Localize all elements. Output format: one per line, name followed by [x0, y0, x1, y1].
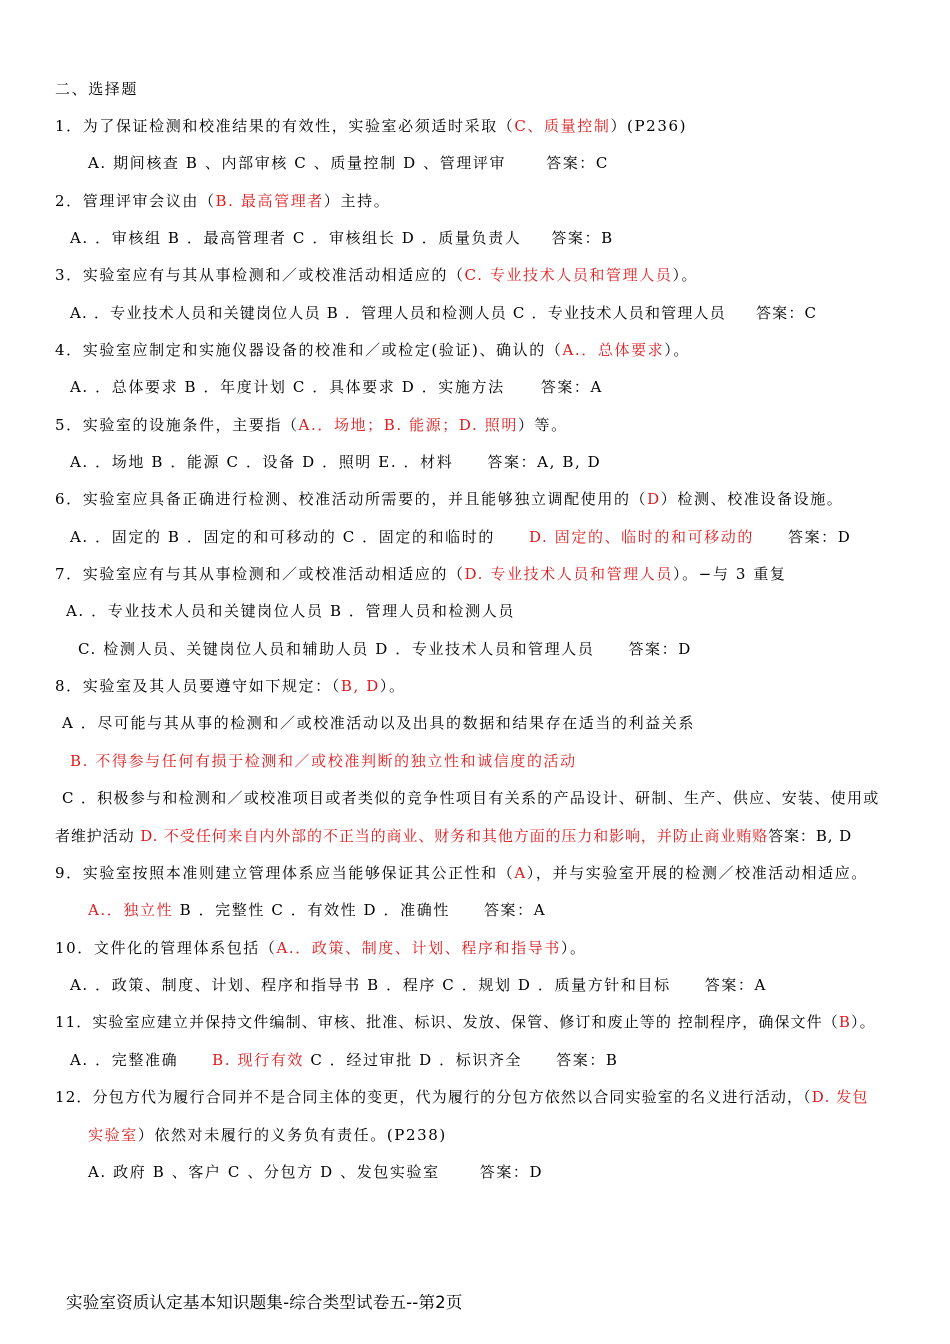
question-8-answer: 答案：B, D: [768, 827, 853, 845]
question-7-options-line1: A. ．专业技术人员和关键岗位人员 B ．管理人员和检测人员: [66, 602, 515, 620]
question-9-answer-highlight: A: [514, 864, 527, 882]
question-3: 3．实验室应有与其从事检测和／或校准活动相适应的（C. 专业技术人员和管理人员）。: [55, 266, 699, 284]
question-8-option-d: D. 不受任何来自内外部的不正当的商业、财务和其他方面的压力和影响，并防止商业贿赂: [140, 827, 769, 845]
question-3-options: A. ．专业技术人员和关键岗位人员 B ．管理人员和检测人员 C ．专业技术人员和管理人员 答案：C: [70, 304, 818, 322]
question-11-option-b: B. 现行有效: [212, 1051, 304, 1069]
question-11-answer: 答案：B: [556, 1051, 619, 1069]
question-10-answer: 答案：A: [704, 976, 767, 994]
question-5-answer-highlight: A.．场地；B. 能源；D. 照明: [298, 416, 518, 434]
question-12-answer-highlight: D. 发包: [811, 1088, 869, 1106]
question-12-answer: 答案：D: [479, 1163, 544, 1181]
question-1-answer: 答案：C: [546, 154, 609, 172]
question-6: 6．实验室应具备正确进行检测、校准活动所需要的，并且能够独立调配使用的（D）检测、校准设备设施。: [55, 490, 844, 508]
question-8: 8．实验室及其人员要遵守如下规定：（B, D）。: [55, 677, 406, 695]
question-9-option-a: A.．独立性: [88, 901, 174, 919]
question-9-options: A.．独立性 B ．完整性 C ．有效性 D ．准确性 答案：A: [88, 901, 547, 919]
question-1: 1．为了保证检测和校准结果的有效性，实验室必须适时采取（C、质量控制）(P236): [55, 117, 688, 135]
question-12-answer-highlight-cont: 实验室: [88, 1126, 138, 1144]
question-4-options: A. ．总体要求 B ．年度计划 C ．具体要求 D ．实施方法 答案：A: [70, 378, 603, 396]
question-5-answer: 答案：A, B, D: [487, 453, 602, 471]
question-12-options: A. 政府 B 、客户 C 、分包方 D 、发包实验室 答案：D: [88, 1163, 544, 1181]
question-8-option-a: A ．尽可能与其从事的检测和／或校准活动以及出具的数据和结果存在适当的利益关系: [62, 714, 696, 732]
question-12: 12．分包方代为履行合同并不是合同主体的变更，代为履行的分包方依然以合同实验室的名义进行活动，（D. 发包: [55, 1088, 869, 1106]
question-9: 9．实验室按照本准则建立管理体系应当能够保证其公正性和（A），并与实验室开展的检测／校准活动相适应。: [55, 864, 868, 882]
question-2-options: A. ．审核组 B ．最高管理者 C ．审核组长 D ．质量负责人 答案：B: [70, 229, 614, 247]
question-3-answer: 答案：C: [755, 304, 818, 322]
question-11-answer-highlight: B: [838, 1013, 851, 1031]
question-6-option-d: D. 固定的、临时的和可移动的: [528, 528, 754, 546]
question-7-options-line2: C. 检测人员、关键岗位人员和辅助人员 D ．专业技术人员和管理人员 答案：D: [78, 640, 692, 658]
page-footer: 实验室资质认定基本知识题集-综合类型试卷五--第2页: [66, 1293, 463, 1312]
question-6-answer: 答案：D: [787, 528, 852, 546]
question-8-option-b: B. 不得参与任何有损于检测和／或校准判断的独立性和诚信度的活动: [70, 752, 577, 770]
question-5: 5．实验室的设施条件，主要指（A.．场地；B. 能源；D. 照明）等。: [55, 416, 568, 434]
question-6-answer-highlight: D: [647, 490, 661, 508]
section-title: 二、选择题: [55, 80, 139, 98]
question-2-answer: 答案：B: [551, 229, 614, 247]
question-11: 11．实验室应建立并保持文件编制、审核、批准、标识、发放、保管、修订和废止等的 控制程序，确保文件（B）。: [55, 1013, 876, 1031]
question-9-answer: 答案：A: [483, 901, 547, 919]
question-2: 2．管理评审会议由（B. 最高管理者）主持。: [55, 192, 391, 210]
question-11-options: A. ．完整准确 B. 现行有效 C ．经过审批 D ．标识齐全 答案：B: [70, 1051, 619, 1069]
question-4-answer: 答案：A: [540, 378, 603, 396]
question-10-options: A. ．政策、制度、计划、程序和指导书 B ．程序 C ．规划 D ．质量方针和目标 答案：A: [70, 976, 767, 994]
question-7: 7．实验室应有与其从事检测和／或校准活动相适应的（D. 专业技术人员和管理人员）。−与 3 重复: [55, 565, 787, 583]
question-8-answer-highlight: B, D: [340, 677, 380, 695]
question-7-answer-highlight: D. 专业技术人员和管理人员: [464, 565, 673, 583]
question-10: 10．文件化的管理体系包括（A.．政策、制度、计划、程序和指导书）。: [55, 939, 587, 957]
question-12-cont: 实验室）依然对未履行的义务负有责任。(P238): [88, 1126, 447, 1144]
question-6-options: A. ．固定的 B ．固定的和可移动的 C ．固定的和临时的 D. 固定的、临时的和可移动的 答案：D: [70, 528, 852, 546]
question-8-option-c-cont: 者维护活动 D. 不受任何来自内外部的不正当的商业、财务和其他方面的压力和影响，并防止商业贿赂答案：B, D: [55, 827, 853, 845]
question-4: 4．实验室应制定和实施仪器设备的校准和／或检定(验证)、确认的（A.．总体要求）。: [55, 341, 690, 359]
question-10-answer-highlight: A.．政策、制度、计划、程序和指导书: [276, 939, 561, 957]
question-7-answer: 答案：D: [628, 640, 692, 658]
question-4-answer-highlight: A.．总体要求: [562, 341, 665, 359]
question-2-answer-highlight: B. 最高管理者: [215, 192, 324, 210]
question-1-options: A. 期间核查 B 、内部审核 C 、质量控制 D 、管理评审 答案：C: [88, 154, 609, 172]
question-3-answer-highlight: C. 专业技术人员和管理人员: [464, 266, 673, 284]
question-1-answer-highlight: C、质量控制: [514, 117, 611, 135]
question-5-options: A. ．场地 B ．能源 C ．设备 D ．照明 E. ．材料 答案：A, B, D: [70, 453, 602, 471]
question-8-option-c: C ．积极参与和检测和／或校准项目或者类似的竞争性项目有关系的产品设计、研制、生产、供应、安装、使用或: [62, 789, 880, 807]
